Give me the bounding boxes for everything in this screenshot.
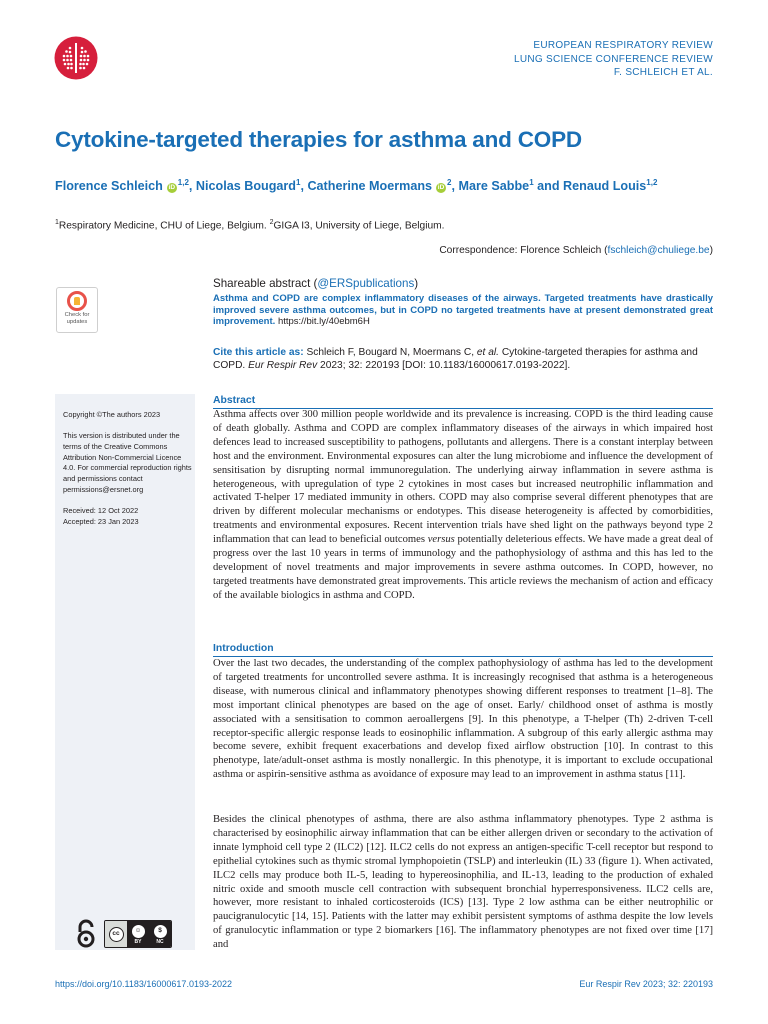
author-name[interactable]: Renaud Louis: [563, 179, 647, 194]
open-access-icon: [76, 919, 96, 949]
abstract-part-1: Asthma affects over 300 million people worldwide and its prevalence is increasing. COPD is the third leading cause of death globally. Asthma and COPD are complex inflammatory diseases of the airways in which impaired host defences lead to increased susceptibility to pathogens, pollutants and allergens. There is a constant interplay between host and the environment. Environmental exposures can alter the lung microbiome and influence the development of sensitisation by disrupting normal immunoregulation. The underlying airway inflammation in severe asthma is heterogeneous, with upregulation of type 2 cytokines in most cases but increased neutrophilic inflammation and activated T-helper 17 mediated immunity in others. COPD may also comprise several different phenotypes that are driven by different molecular mechanisms or endotypes. This disease heterogeneity is affected by comorbidities, treatments and environmental exposures. Recent intervention trials have shed light on the pathways beyond type 2 inflammation that can lead to beneficial outcomes: [213, 409, 713, 546]
badge-line-2: updates: [66, 318, 88, 325]
section-name: LUNG SCIENCE CONFERENCE REVIEW: [513, 53, 713, 65]
article-title: Cytokine-targeted therapies for asthma and COPD: [55, 127, 582, 152]
footer-doi-link[interactable]: https://doi.org/10.1183/16000617.0193-2022: [55, 979, 232, 989]
nc-icon: $ NC: [149, 921, 171, 947]
cc-by-nc-licence-icon[interactable]: [104, 920, 172, 948]
badge-line-1: Check for: [64, 312, 90, 318]
correspondence-email-link[interactable]: fschleich@chuliege.be: [607, 245, 710, 256]
correspondence-label: Correspondence: Florence Schleich (: [439, 245, 608, 256]
shareable-label: Shareable abstract (: [213, 277, 318, 290]
cite-authors: Schleich F, Bougard N, Moermans C,: [306, 347, 475, 358]
intro-paragraph-1: Over the last two decades, the understanding of the complex pathophysiology of asthma has led to the development of targeted treatments for uncontrolled severe asthma. It is increasingly recognised that asthma is a heterogeneous disease, with numerous clinical and inflammatory phenotypes showing different responses to treatment [1–8]. The most important clinical phenotypes are based on the age of onset. Early/ childhood onset of asthma is mostly associated with a sensitisation to common aeroallergens [9]. In this phenotype, a T-helper (Th) 2-driven T-cell receptor-specific allergic response leads to eosinophilic inflammation. A subgroup of this early allergic asthma may become severe, exhibit frequent exacerbations and develop fixed airflow obstruction [10]. In contrast to this phenotype, late/adult-onset asthma is mostly nonallergic. In this phenotype, it is important to exclude occupational asthma or aspirin-sensitive asthma as avoidance of exposure may lead to an improvement in asthma status [11].: [213, 658, 713, 781]
journal-name: EUROPEAN RESPIRATORY REVIEW: [533, 40, 713, 51]
footer-journal-ref: Eur Respir Rev 2023; 32: 220193: [579, 979, 713, 989]
orcid-icon[interactable]: iD: [437, 184, 445, 192]
correspondence-close: ): [709, 245, 713, 256]
abstract-text: [213, 408, 713, 603]
affiliation-2: GIGA I3, University of Liege, Belgium.: [273, 220, 445, 232]
running-header: [514, 39, 713, 80]
cite-details: 2023; 32: 220193 [DOI: 10.1183/16000617.0193-2022].: [320, 360, 571, 372]
author-affil-sup: 1,2: [177, 178, 189, 187]
licence-note: This version is distributed under the terms of the Creative Commons Attribution Non-Commercial Licence 4.0. For commercial reproduction rights and permissions contact permissions@ersnet.org: [63, 431, 192, 494]
by-icon: ☺ BY: [127, 921, 149, 947]
shareable-text: Asthma and COPD are complex inflammatory diseases of the airways. Targeted treatments have drastically improved severe asthma outcomes, but in COPD no targeted treatments have at present demonstrated great improvement.: [213, 293, 713, 328]
correspondence: [439, 245, 713, 256]
received-date: Received: 12 Oct 2022: [63, 505, 139, 515]
cite-etal: et al.: [476, 347, 499, 358]
accepted-date: Accepted: 23 Jan 2023: [63, 516, 139, 526]
running-author: F. SCHLEICH ET AL.: [613, 67, 713, 78]
cite-title: Cytokine-targeted therapies for asthma and COPD.: [213, 347, 698, 372]
by-label: BY: [134, 938, 142, 945]
cite-this-article: [213, 346, 713, 373]
author-separator: ,: [300, 179, 308, 194]
author-affil-sup: 1,2: [646, 178, 658, 187]
cc-mark: cc: [109, 927, 124, 942]
twitter-handle-link[interactable]: @ERSpublications: [317, 277, 415, 290]
abstract-heading: Abstract: [213, 395, 256, 406]
orcid-icon[interactable]: iD: [168, 184, 176, 192]
abstract-versus: versus: [427, 534, 455, 546]
affiliation-1: Respiratory Medicine, CHU of Liege, Belgium.: [58, 220, 267, 232]
author-separator: ,: [451, 179, 459, 194]
ers-logo-icon: [54, 36, 98, 80]
author-affil-sup: 1: [296, 178, 301, 187]
nc-label: NC: [156, 938, 164, 945]
author-list: [55, 178, 657, 193]
copyright-note: Copyright ©The authors 2023: [63, 410, 161, 419]
author-separator: ,: [188, 179, 196, 194]
affil-number: 2: [269, 219, 274, 226]
author-separator: and: [533, 179, 564, 194]
introduction-heading: Introduction: [213, 643, 274, 654]
cite-journal: Eur Respir Rev: [248, 360, 318, 372]
open-access-badges: [76, 918, 172, 950]
author-name[interactable]: Catherine Moermans: [307, 179, 433, 194]
cc-icon: [105, 921, 127, 947]
affil-number: 1: [55, 219, 59, 226]
shareable-close: ): [414, 277, 419, 290]
crossmark-icon: [67, 291, 87, 311]
check-for-updates-badge[interactable]: [56, 287, 98, 333]
author-affil-sup: 2: [447, 178, 452, 187]
intro-paragraph-2: Besides the clinical phenotypes of asthma, there are also asthma inflammatory phenotypes. Type 2 asthma is characterised by eosinophilic airway inflammation that can be either allergen driven or secondary to the activation of innate lymphoid cell type 2 (ILC2) [12]. ILC2 cells do not express an antigen-specific T-cell receptor but respond to epithelial cytokines such as thymic stromal lymphopoietin (TSLP) and interleukin (IL) 33 (figure 1). When activated, ILC2 cells may produce both IL-5, leading to hypereosinophilia, and IL-13, leading to the production of exhaled nitric oxide and smooth muscle cell contraction with subsequent bronchial hyperresponsiveness. ILC2 cells are, however, more resistant to inhaled corticosteroids (ICS) [13]. Type 2 low asthma can be either neutrophilic or paucigranulocytic [14, 15]. Patients with the latter may exhibit persistent symptoms of asthma despite the low levels of granulocytic inflammation or type 2 biomarkers [16]. The inflammatory phenotypes are not fixed over time [17] and: [213, 814, 713, 951]
author-name[interactable]: Mare Sabbe: [458, 179, 530, 194]
author-name[interactable]: Florence Schleich: [55, 179, 163, 194]
cite-label: Cite this article as:: [213, 347, 304, 358]
shareable-abstract-heading: [213, 277, 418, 290]
shareable-abstract: [213, 293, 713, 328]
affiliations: [55, 219, 444, 231]
author-name[interactable]: Nicolas Bougard: [195, 179, 296, 194]
short-link[interactable]: https://bit.ly/40ebm6H: [277, 316, 370, 328]
abstract-part-2: potentially deleterious effects. We have made a great deal of progress over the last 10 years in terms of immunology and the pathophysiology of asthma and this has led to the development of novel treatments and major improvements in severe asthma outcomes. In COPD, however, no targeted treatments have demonstrated great improvements. This article reviews the mechanism of action and efficacy of the available biologics in asthma and COPD.: [213, 534, 713, 601]
author-affil-sup: 1: [529, 178, 534, 187]
sidebar-info: [63, 410, 193, 527]
